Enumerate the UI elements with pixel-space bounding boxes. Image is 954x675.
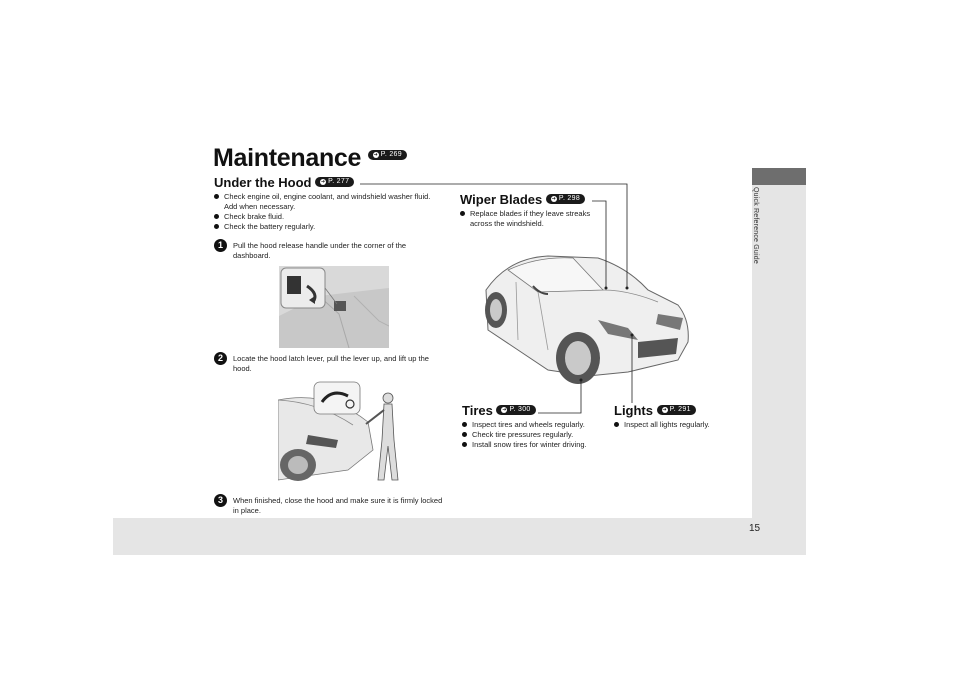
arrow-right-icon: ➜ [551,195,557,202]
list-item: Inspect all lights regularly. [614,420,744,430]
lights-heading-text: Lights [614,403,653,418]
tires-page-ref[interactable] [496,405,535,415]
list-item: Replace blades if they leave streaks across the windshield. [460,209,610,229]
side-tab-label: Quick Reference Guide [752,187,759,264]
lights-bullets [614,420,744,430]
step-text: When finished, close the hood and make sure it is firmly locked in place. [233,496,443,515]
title-page-ref-label: P. 269 [380,151,402,159]
list-item: Check engine oil, engine coolant, and windshield washer fluid. Add when necessary. [214,192,440,212]
step-text: Pull the hood release handle under the corner of the dashboard. [233,241,407,260]
side-band [752,185,806,518]
car-image [478,250,692,388]
under-hood-bullets [214,192,440,232]
arrow-right-icon: ➜ [662,406,667,413]
under-hood-page-ref-label: P. 277 [328,177,350,185]
lights-page-ref[interactable] [657,405,696,415]
tires-heading-text: Tires [462,403,493,418]
list-item: Check the battery regularly. [214,222,440,232]
list-item: Check tire pressures regularly. [462,430,607,440]
wiper-page-ref-label: P. 298 [558,194,581,202]
step-2 [217,353,446,374]
arrow-right-icon: ➜ [502,406,507,413]
under-hood-heading [214,175,354,190]
side-tab [752,168,806,185]
hood-release-image [279,266,389,348]
page-number: 15 [749,523,761,534]
wiper-heading-text: Wiper Blades [460,192,543,207]
step-text: Locate the hood latch lever, pull the lever up, and lift up the hood. [233,354,429,373]
step-3 [217,495,446,516]
step-number: 3 [214,494,227,507]
hood-latch-image [278,380,408,486]
lights-heading [614,403,696,418]
arrow-right-icon: ➜ [320,178,326,185]
lights-page-ref-label: P. 291 [669,405,691,413]
step-number: 1 [214,239,227,252]
bottom-band [113,518,806,555]
list-item: Inspect tires and wheels regularly. [462,420,607,430]
page-title-text: Maintenance [213,144,362,172]
tires-heading [462,403,536,418]
wiper-page-ref[interactable] [546,194,585,204]
arrow-right-icon: ➜ [373,152,379,159]
under-hood-heading-text: Under the Hood [214,175,312,190]
title-page-ref[interactable] [368,150,407,160]
wiper-heading [460,192,585,207]
wiper-bullets [460,209,610,229]
page-title [213,144,407,173]
tires-bullets [462,420,607,450]
tires-page-ref-label: P. 300 [509,405,531,413]
list-item: Install snow tires for winter driving. [462,440,607,450]
step-number: 2 [214,352,227,365]
list-item: Check brake fluid. [214,212,440,222]
under-hood-page-ref[interactable] [315,177,354,187]
step-1 [217,240,438,261]
